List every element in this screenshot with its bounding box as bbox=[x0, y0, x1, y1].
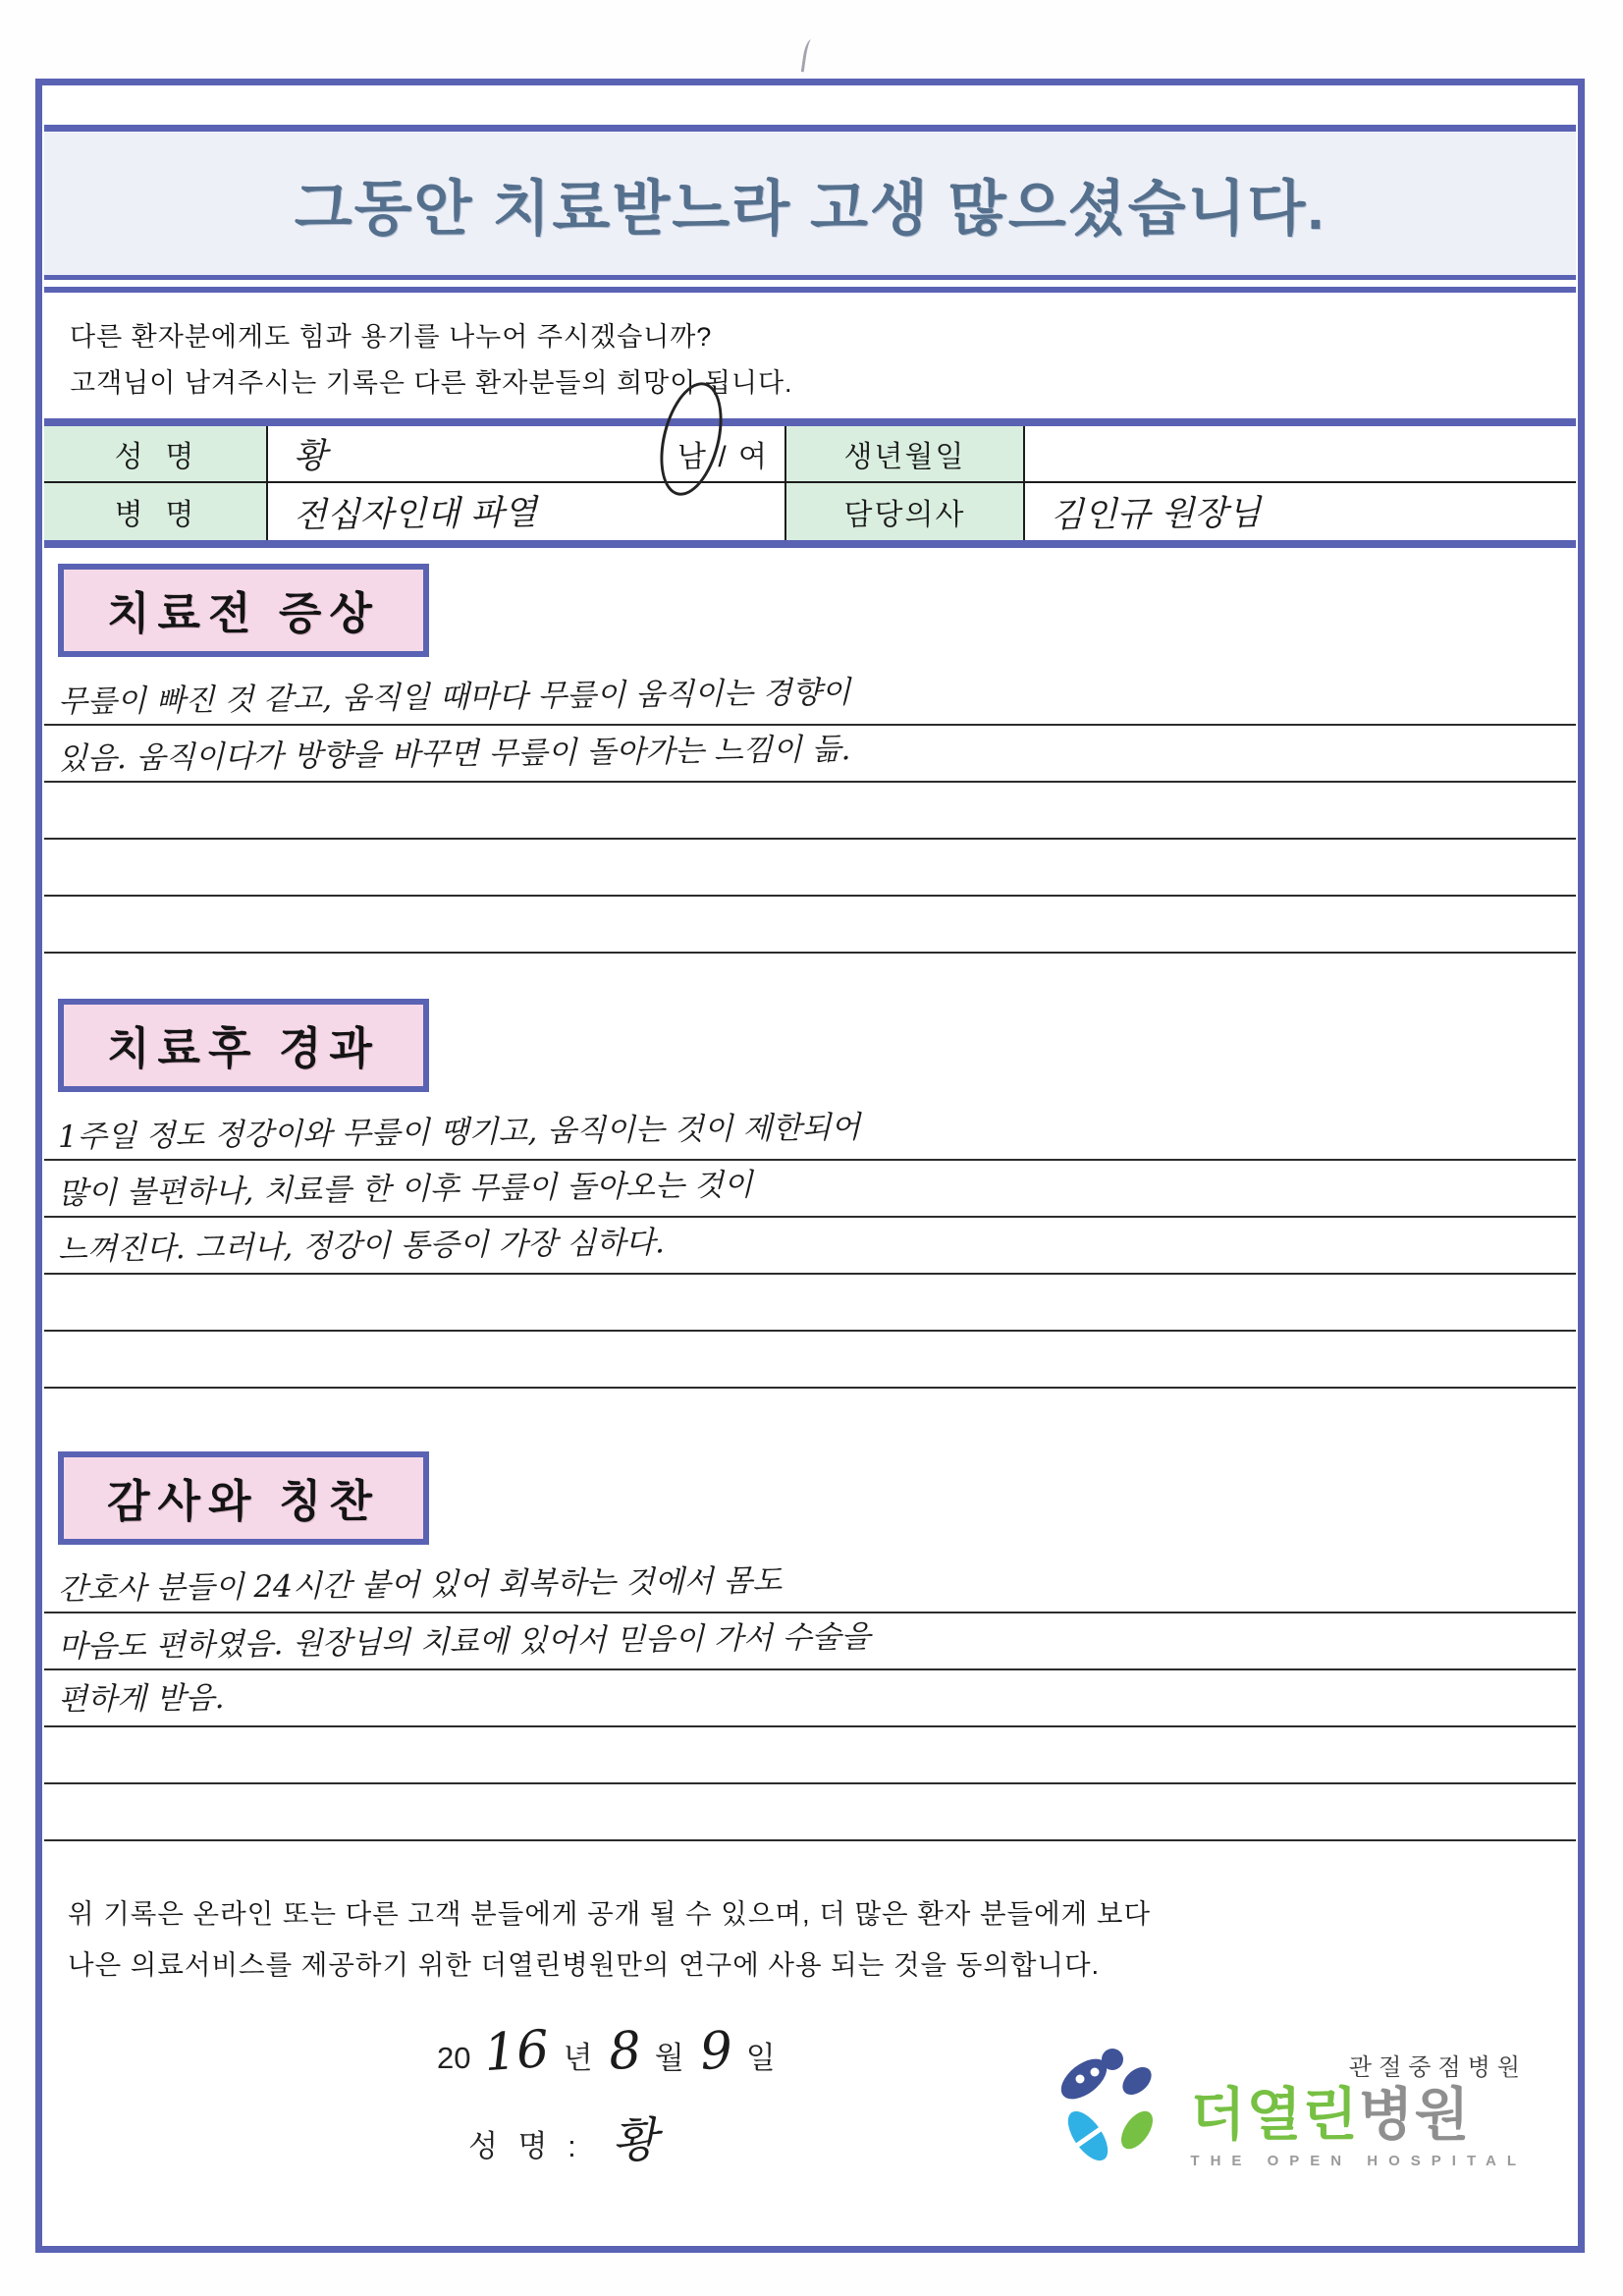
ruled-line bbox=[44, 1332, 1576, 1389]
handwritten-line: 마음도 편하였음. 원장님의 치료에 있어서 믿음이 가서 수술을 bbox=[57, 1618, 871, 1666]
ruled-line bbox=[44, 1613, 1576, 1670]
logo-subtitle: THE OPEN HOSPITAL bbox=[1190, 2153, 1527, 2169]
intro-text bbox=[70, 314, 1576, 407]
ruled-line bbox=[44, 1784, 1576, 1841]
ruled-line bbox=[44, 1727, 1576, 1784]
logo-name-green: 더열린 bbox=[1190, 2083, 1359, 2147]
ruled-line bbox=[44, 840, 1576, 897]
day-unit: 일 bbox=[745, 2041, 778, 2075]
ruled-line bbox=[44, 1670, 1576, 1727]
writing-lines bbox=[44, 1557, 1576, 1841]
consent-text bbox=[68, 1888, 1576, 1991]
ruled-line bbox=[44, 726, 1576, 783]
table-row bbox=[44, 483, 1576, 540]
table-row bbox=[44, 426, 1576, 483]
ruled-line bbox=[44, 1161, 1576, 1218]
name-value-cell bbox=[268, 426, 786, 483]
handwritten-line: 1주일 정도 정강이와 무릎이 땡기고, 움직이는 것이 제한되어 bbox=[57, 1110, 861, 1155]
birthdate-label: 생년월일 bbox=[786, 426, 1025, 483]
doctor-label: 담당의사 bbox=[786, 483, 1025, 540]
logo-name bbox=[1190, 2083, 1471, 2147]
logo-tagline: 관절중점병원 bbox=[1348, 2054, 1527, 2081]
disease-value-cell bbox=[268, 483, 786, 540]
logo-name-gray: 병원 bbox=[1358, 2083, 1471, 2147]
handwritten-line: 많이 불편하나, 치료를 한 이후 무릎이 돌아오는 것이 bbox=[57, 1167, 753, 1212]
form-border-frame bbox=[35, 79, 1585, 2253]
section-title-pre-treatment: 치료전 증상 bbox=[58, 564, 429, 657]
section-post-treatment-progress bbox=[44, 999, 1576, 1389]
consent-line-2: 나은 의료서비스를 제공하기 위한 더열린병원만의 연구에 사용 되는 것을 동의합니다. bbox=[68, 1949, 1101, 1980]
writing-lines bbox=[44, 1104, 1576, 1389]
handwritten-line: 느껴진다. 그러나, 정강이 통증이 가장 심하다. bbox=[57, 1225, 666, 1268]
name-handwriting: 황 bbox=[293, 436, 328, 477]
handwritten-line: 있음. 움직이다가 방향을 바꾸면 무릎이 돌아가는 느낌이 듦. bbox=[57, 732, 851, 777]
signature-label: 성 명 : bbox=[468, 2129, 582, 2163]
handwritten-line: 무릎이 빠진 것 같고, 움직일 때마다 무릎이 움직이는 경향이 bbox=[57, 675, 851, 720]
section-thanks-and-praise bbox=[44, 1451, 1576, 1841]
ruled-line bbox=[44, 1557, 1576, 1613]
section-title-post-treatment: 치료후 경과 bbox=[58, 999, 429, 1092]
intro-line-1: 다른 환자분에게도 힘과 용기를 나누어 주시겠습니까? bbox=[70, 322, 713, 352]
header-banner bbox=[44, 125, 1576, 280]
year-handwriting: 16 bbox=[482, 2019, 552, 2084]
ruled-line bbox=[44, 669, 1576, 726]
month-handwriting: 8 bbox=[606, 2020, 643, 2083]
signature-handwriting: 황 bbox=[610, 2111, 665, 2170]
day-handwriting: 9 bbox=[697, 2020, 734, 2083]
ruled-line bbox=[44, 1104, 1576, 1161]
ruled-line bbox=[44, 1218, 1576, 1275]
doctor-value-cell bbox=[1025, 483, 1576, 540]
month-unit: 월 bbox=[654, 2041, 686, 2075]
handwritten-line: 편하게 받음. bbox=[57, 1679, 225, 1719]
consent-line-1: 위 기록은 온라인 또는 다른 고객 분들에게 공개 될 수 있으며, 더 많은 환자 분들에게 보다 bbox=[68, 1898, 1152, 1929]
ruled-line bbox=[44, 1275, 1576, 1332]
handwritten-line: 간호사 분들이 24시간 붙어 있어 회복하는 것에서 몸도 bbox=[57, 1562, 783, 1608]
name-label: 성 명 bbox=[44, 426, 268, 483]
birthdate-value-cell bbox=[1025, 426, 1576, 483]
banner-underline bbox=[44, 287, 1576, 293]
intro-line-2: 고객님이 남겨주시는 기록은 다른 환자분들의 희망이 됩니다. bbox=[70, 368, 793, 398]
section-pre-treatment-symptoms bbox=[44, 564, 1576, 954]
disease-handwriting: 전십자인대 파열 bbox=[293, 493, 538, 536]
pen-stray-mark bbox=[801, 38, 816, 73]
patient-info-table bbox=[44, 418, 1576, 548]
hospital-logo bbox=[1051, 2038, 1527, 2169]
writing-lines bbox=[44, 669, 1576, 954]
gender-options: 남 / 여 bbox=[677, 441, 769, 473]
disease-label: 병 명 bbox=[44, 483, 268, 540]
ruled-line bbox=[44, 783, 1576, 840]
date-prefix: 20 bbox=[437, 2041, 471, 2075]
hospital-logo-icon bbox=[1051, 2038, 1176, 2169]
doctor-handwriting: 김인규 원장님 bbox=[1050, 493, 1262, 536]
section-title-thanks: 감사와 칭찬 bbox=[58, 1451, 429, 1545]
year-unit: 년 bbox=[563, 2041, 595, 2075]
ruled-line bbox=[44, 897, 1576, 954]
form-title: 그동안 치료받느라 고생 많으셨습니다. bbox=[294, 174, 1326, 242]
